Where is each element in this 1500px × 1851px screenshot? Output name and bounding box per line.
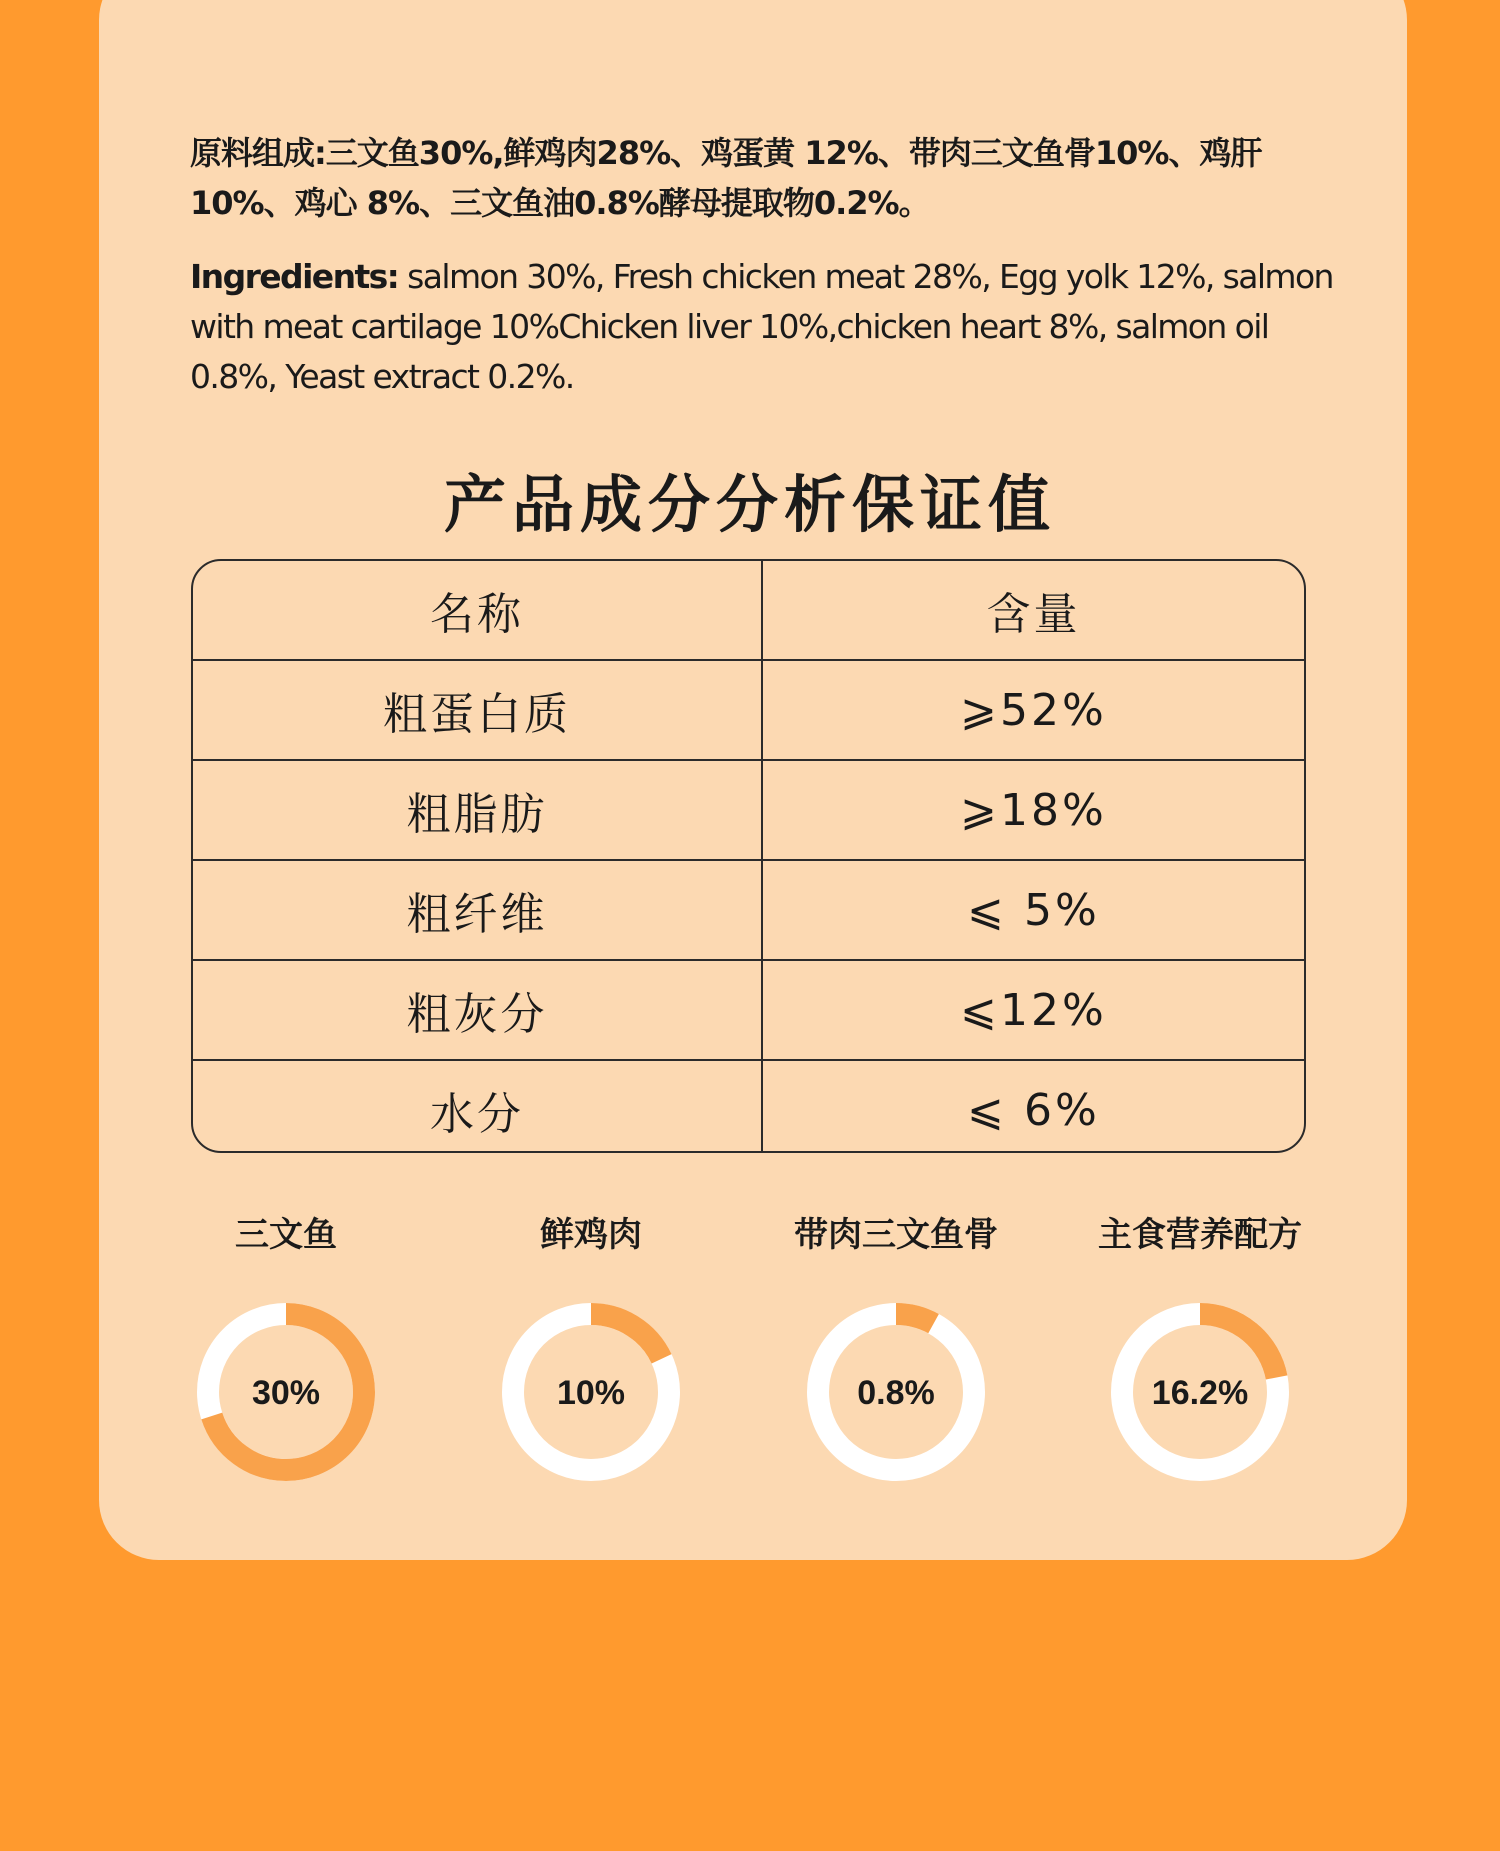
table-row (193, 960, 1304, 1060)
row-value: ⩽ 6% (762, 1060, 1304, 1153)
donut-value: 10% (556, 1374, 626, 1412)
donut-chart (806, 1302, 986, 1482)
analysis-title: 产品成分分析保证值 (443, 468, 1056, 541)
table-row (193, 660, 1304, 760)
row-value: ⩾18% (762, 760, 1304, 860)
donut-item (481, 1210, 701, 1482)
donut-label: 主食营养配方 (1098, 1215, 1302, 1255)
analysis-table (191, 559, 1306, 1153)
donut-chart (196, 1302, 376, 1482)
row-name: 水分 (193, 1060, 762, 1153)
table-header-row (193, 561, 1304, 660)
ingredients-chinese: 原料组成:三文鱼30%,鲜鸡肉28%、鸡蛋黄 12%、带肉三文鱼骨10%、鸡肝10%、鸡心 8%、三文鱼油0.8%酵母提取物0.2%。 (190, 134, 1262, 222)
donut-label: 带肉三文鱼骨 (794, 1215, 998, 1255)
table-row (193, 1060, 1304, 1153)
donut-item (1090, 1210, 1310, 1482)
table-row (193, 760, 1304, 860)
row-value: ⩽12% (762, 960, 1304, 1060)
donut-charts (0, 1210, 1500, 1490)
ingredients-label: Ingredients: (190, 257, 399, 296)
donut-label: 鲜鸡肉 (540, 1215, 642, 1255)
donut-chart (1110, 1302, 1290, 1482)
header-name: 名称 (193, 561, 762, 660)
ingredients-english (190, 252, 1340, 402)
donut-value: 16.2% (1151, 1374, 1249, 1412)
row-name: 粗灰分 (193, 960, 762, 1060)
donut-label: 三文鱼 (235, 1215, 337, 1255)
donut-value: 0.8% (857, 1374, 935, 1412)
row-value: ⩾52% (762, 660, 1304, 760)
donut-item (176, 1210, 396, 1482)
donut-chart (501, 1302, 681, 1482)
ingredients-english-text: salmon 30%, Fresh chicken meat 28%, Egg yolk 12%, salmon with meat cartilage 10%Chicken liver 10%,chicken heart 8%, salmon oil 0.8%, Yeast extract 0.2%. (190, 257, 1333, 396)
row-value: ⩽ 5% (762, 860, 1304, 960)
donut-item (786, 1210, 1006, 1482)
row-name: 粗脂肪 (193, 760, 762, 860)
donut-value: 30% (251, 1374, 321, 1412)
row-name: 粗蛋白质 (193, 660, 762, 760)
table-row (193, 860, 1304, 960)
row-name: 粗纤维 (193, 860, 762, 960)
header-content: 含量 (762, 561, 1304, 660)
